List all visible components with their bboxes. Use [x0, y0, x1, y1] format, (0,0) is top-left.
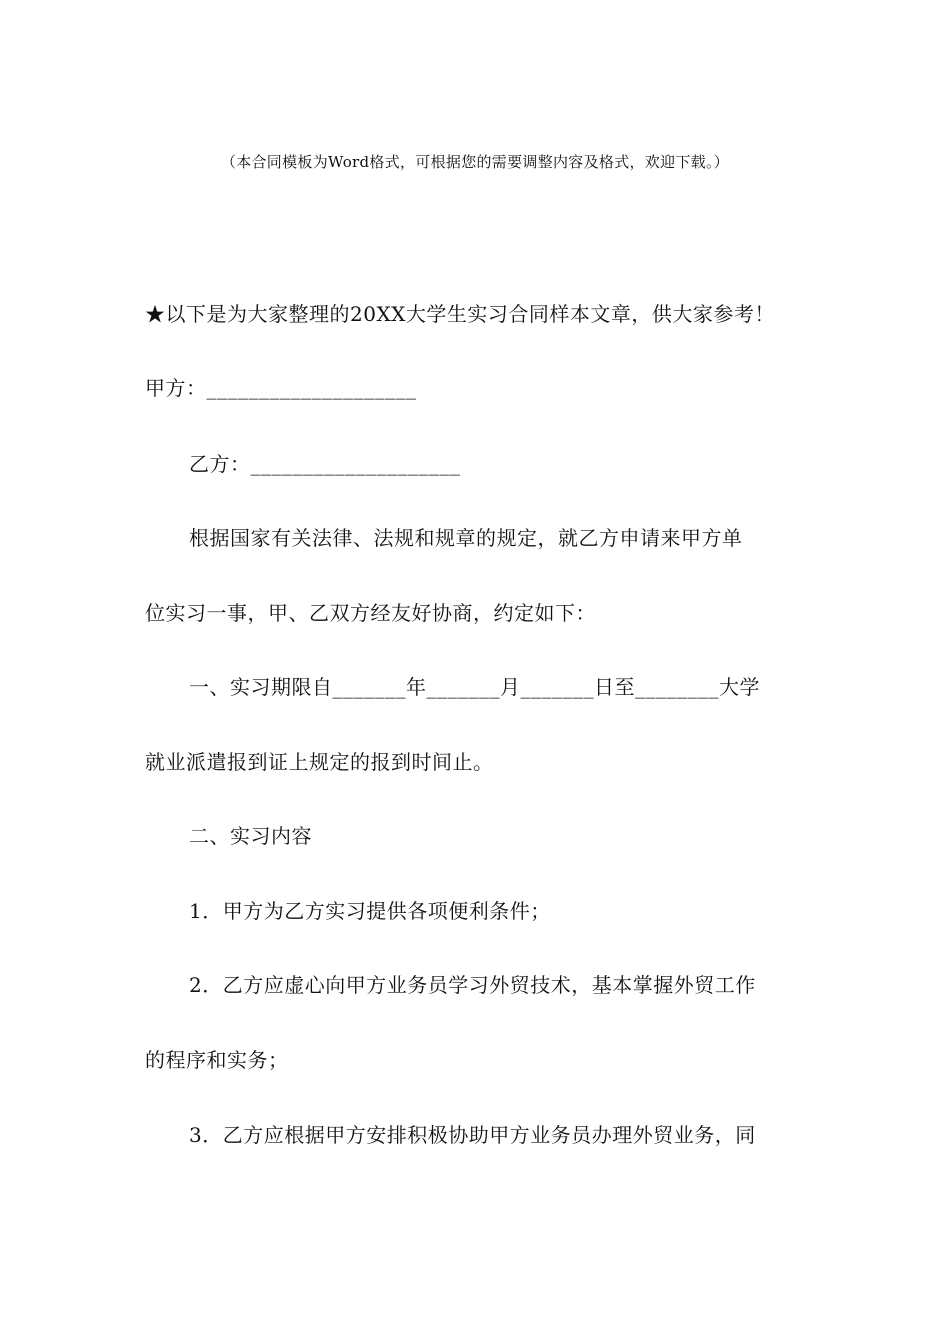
- preamble-line-1: 根据国家有关法律、法规和规章的规定，就乙方申请来甲方单: [189, 526, 743, 550]
- intro-line: ★以下是为大家整理的20XX大学生实习合同样本文章，供大家参考！: [145, 302, 775, 326]
- party-a-line: 甲方：____________________: [145, 376, 417, 400]
- clause-3-line-1: 3．乙方应根据甲方安排积极协助甲方业务员办理外贸业务，同: [189, 1123, 756, 1147]
- section-1-line-2: 就业派遣报到证上规定的报到时间止。: [145, 750, 494, 774]
- party-b-line: 乙方：____________________: [189, 452, 461, 476]
- section-1-line-1: 一、实习期限自_______年_______月_______日至________大学: [189, 675, 760, 699]
- clause-1-line: 1．甲方为乙方实习提供各项便利条件；: [189, 899, 551, 923]
- section-2-heading: 二、实习内容: [189, 824, 312, 848]
- preamble-line-2: 位实习一事，甲、乙双方经友好协商，约定如下：: [145, 601, 596, 625]
- template-note: （本合同模板为Word格式，可根据您的需要调整内容及格式，欢迎下载。）: [220, 153, 730, 171]
- clause-2-line-2: 的程序和实务；: [145, 1048, 289, 1072]
- clause-2-line-1: 2．乙方应虚心向甲方业务员学习外贸技术，基本掌握外贸工作: [189, 973, 756, 997]
